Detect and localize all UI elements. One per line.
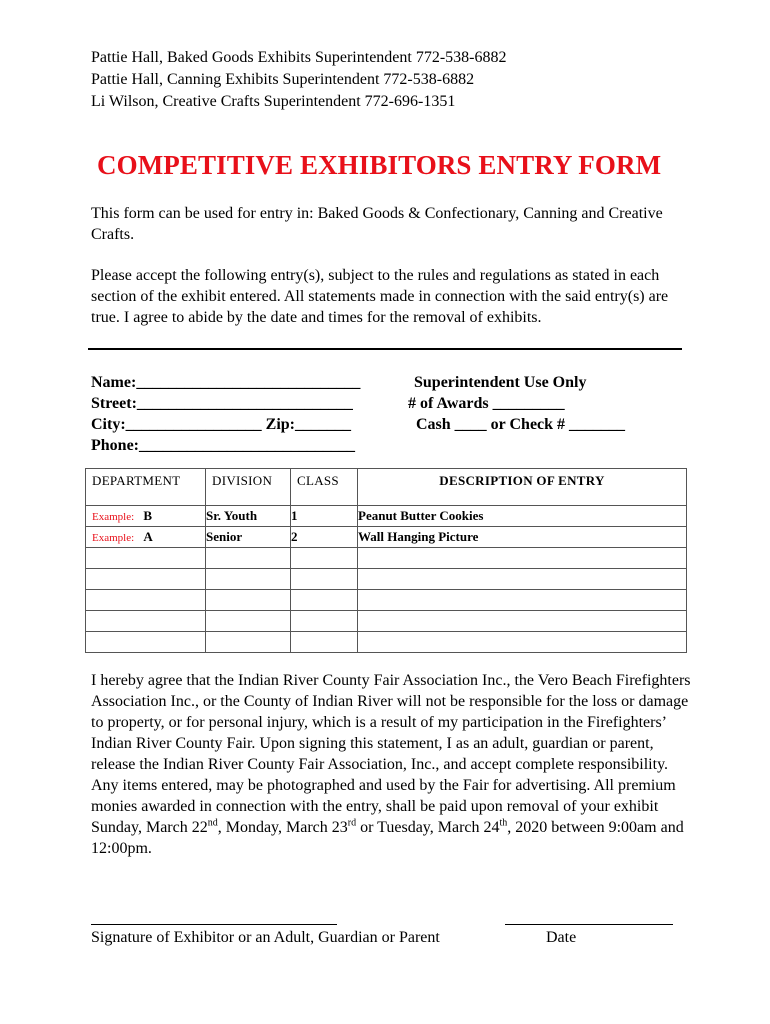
phone-field[interactable]: Phone:___________________________ xyxy=(91,437,355,454)
cell-department xyxy=(86,527,206,548)
table-header-row xyxy=(86,469,687,506)
table-row-blank[interactable] xyxy=(86,611,687,632)
example-label: Example: xyxy=(92,511,135,523)
example-description: Wall Hanging Picture xyxy=(358,527,687,548)
name-field[interactable]: Name:____________________________ xyxy=(91,374,361,391)
date-line[interactable] xyxy=(505,924,673,925)
example-class: 2 xyxy=(291,527,358,548)
header-class: CLASS xyxy=(291,469,358,506)
table-row-blank[interactable] xyxy=(86,590,687,611)
contact-line: Pattie Hall, Canning Exhibits Superintendent 772-538-6882 xyxy=(91,71,475,88)
form-title: COMPETITIVE EXHIBITORS ENTRY FORM xyxy=(97,150,662,180)
header-division: DIVISION xyxy=(206,469,291,506)
example-class: 1 xyxy=(291,506,358,527)
example-department: A xyxy=(143,529,153,544)
example-department: B xyxy=(143,508,153,523)
table-row-example xyxy=(86,527,687,548)
contact-line: Pattie Hall, Baked Goods Exhibits Superintendent 772-538-6882 xyxy=(91,49,507,66)
example-description: Peanut Butter Cookies xyxy=(358,506,687,527)
contact-line: Li Wilson, Creative Crafts Superintendent 772-696-1351 xyxy=(91,93,456,110)
example-division: Sr. Youth xyxy=(206,506,291,527)
header-description: DESCRIPTION OF ENTRY xyxy=(358,469,687,506)
awards-field[interactable]: # of Awards _________ xyxy=(408,395,565,412)
cell-department xyxy=(86,506,206,527)
superintendent-use-title: Superintendent Use Only xyxy=(414,374,587,391)
date-label: Date xyxy=(546,929,577,946)
cash-check-field[interactable]: Cash ____ or Check # _______ xyxy=(416,416,626,433)
table-row-blank[interactable] xyxy=(86,548,687,569)
example-division: Senior xyxy=(206,527,291,548)
signature-label: Signature of Exhibitor or an Adult, Guardian or Parent xyxy=(91,929,440,946)
city-zip-field[interactable]: City:_________________ Zip:_______ xyxy=(91,416,351,433)
superintendent-contacts xyxy=(91,47,507,113)
signature-line[interactable] xyxy=(91,924,337,925)
table-row-blank[interactable] xyxy=(86,632,687,653)
header-department: DEPARTMENT xyxy=(86,469,206,506)
acceptance-paragraph: Please accept the following entry(s), subject to the rules and regulations as stated in each section of the exhibit entered. All statements made in connection with the said entry(s) are true. I agree to abide by the date and times for the removal of exhibits. xyxy=(91,267,669,326)
intro-paragraph: This form can be used for entry in: Baked Goods & Confectionary, Canning and Creative Crafts. xyxy=(91,205,663,243)
superintendent-use-box xyxy=(408,372,625,435)
table-row-example xyxy=(86,506,687,527)
exhibitor-fields xyxy=(91,372,360,456)
entries-table xyxy=(85,468,687,653)
table-row-blank[interactable] xyxy=(86,569,687,590)
example-label: Example: xyxy=(92,532,135,544)
section-divider xyxy=(88,348,682,350)
liability-agreement: I hereby agree that the Indian River County Fair Association Inc., the Vero Beach Firefighters Association Inc., or the County of Indian River will not be responsible for the loss or damage to property, or for personal injury, which is a result of my participation in the Firefighters’ Indian River County Fair. Upon signing this statement, I as an adult, guardian or parent, release the Indian River County Fair Association, Inc., and accept complete responsibility. Any items entered, may be photographed and used by the Fair for advertising. All premium monies awarded in connection with the entry, shall be paid upon removal of your exhibit Sunday, March 22nd, Monday, March 23rd or Tuesday, March 24th, 2020 between 9:00am and 12:00pm. xyxy=(91,672,691,857)
street-field[interactable]: Street:___________________________ xyxy=(91,395,353,412)
